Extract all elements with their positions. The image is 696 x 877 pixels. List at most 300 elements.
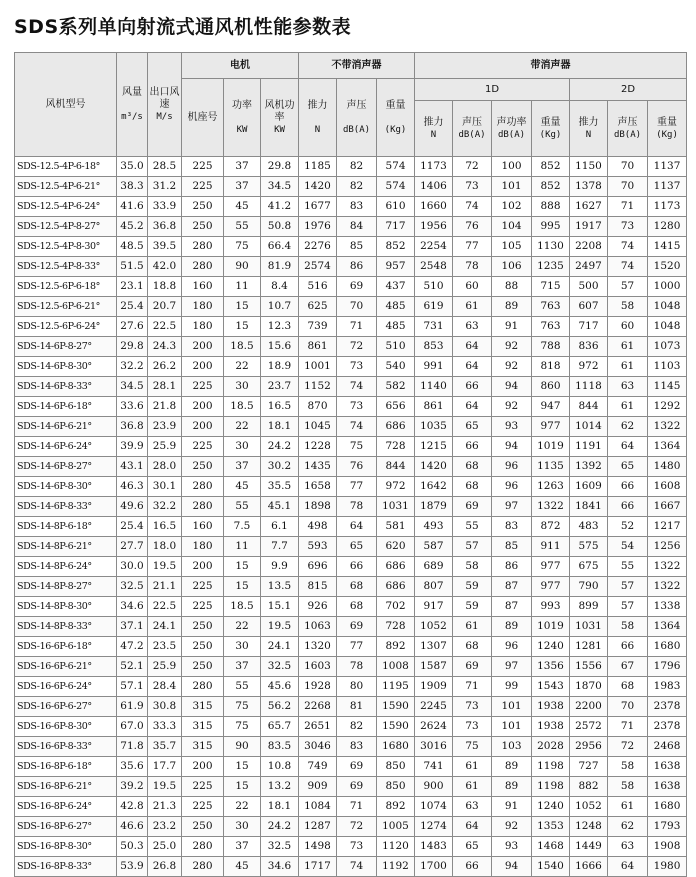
cell-motor-power: 15 (224, 777, 261, 797)
table-row (15, 337, 687, 357)
table-row (15, 377, 687, 397)
cell-1d-spl: 61 (453, 297, 492, 317)
cell-motor-power: 22 (224, 617, 261, 637)
cell-motor-seat: 225 (182, 777, 224, 797)
cell-1d-thrust: 1420 (415, 457, 453, 477)
table-row (15, 797, 687, 817)
cell-2d-thrust: 1118 (570, 377, 608, 397)
cell-thrust: 2651 (299, 717, 337, 737)
cell-motor-seat: 180 (182, 297, 224, 317)
cell-2d-thrust: 844 (570, 397, 608, 417)
cell-2d-weight: 1796 (648, 657, 687, 677)
cell-spl: 68 (337, 597, 377, 617)
cell-thrust: 2268 (299, 697, 337, 717)
cell-spl: 83 (337, 197, 377, 217)
cell-2d-thrust: 1841 (570, 497, 608, 517)
cell-weight: 972 (377, 477, 415, 497)
cell-1d-weight: 947 (532, 397, 570, 417)
cell-2d-spl: 62 (608, 817, 648, 837)
cell-spl: 82 (337, 157, 377, 177)
cell-1d-spl: 64 (453, 397, 492, 417)
cell-2d-weight: 1000 (648, 277, 687, 297)
cell-1d-sound-power: 101 (492, 697, 532, 717)
cell-1d-weight: 1356 (532, 657, 570, 677)
cell-model: SDS-16-8P-6-27° (15, 817, 117, 837)
cell-2d-thrust: 1609 (570, 477, 608, 497)
cell-2d-spl: 70 (608, 697, 648, 717)
cell-outlet-speed: 25.9 (148, 437, 182, 457)
cell-weight: 1192 (377, 857, 415, 877)
header-outlet-speed-label: 出口风速 (149, 86, 180, 110)
cell-airflow: 49.6 (117, 497, 148, 517)
cell-spl: 73 (337, 837, 377, 857)
cell-fan-power: 8.4 (261, 277, 299, 297)
cell-2d-spl: 73 (608, 217, 648, 237)
cell-thrust: 1898 (299, 497, 337, 517)
header-1d-weight-unit: (Kg) (539, 129, 562, 140)
cell-2d-weight: 1608 (648, 477, 687, 497)
table-row (15, 837, 687, 857)
cell-airflow: 51.5 (117, 257, 148, 277)
cell-weight: 686 (377, 577, 415, 597)
cell-1d-weight: 788 (532, 337, 570, 357)
header-group-no-silencer: 不带消声器 (299, 53, 415, 79)
table-row (15, 157, 687, 177)
cell-airflow: 35.6 (117, 757, 148, 777)
cell-2d-weight: 1103 (648, 357, 687, 377)
cell-1d-thrust: 741 (415, 757, 453, 777)
cell-2d-thrust: 1052 (570, 797, 608, 817)
header-2d-weight-unit: (Kg) (656, 129, 678, 140)
cell-motor-seat: 250 (182, 817, 224, 837)
cell-2d-spl: 58 (608, 757, 648, 777)
cell-1d-thrust: 619 (415, 297, 453, 317)
cell-spl: 80 (337, 677, 377, 697)
cell-motor-power: 75 (224, 717, 261, 737)
cell-airflow: 46.3 (117, 477, 148, 497)
cell-spl: 73 (337, 397, 377, 417)
cell-1d-sound-power: 93 (492, 417, 532, 437)
cell-outlet-speed: 28.4 (148, 677, 182, 697)
cell-2d-thrust: 675 (570, 557, 608, 577)
cell-2d-spl: 61 (608, 797, 648, 817)
cell-2d-spl: 60 (608, 317, 648, 337)
cell-1d-sound-power: 94 (492, 437, 532, 457)
cell-1d-thrust: 2245 (415, 697, 453, 717)
cell-spl: 74 (337, 377, 377, 397)
table-row (15, 717, 687, 737)
cell-outlet-speed: 23.5 (148, 637, 182, 657)
cell-1d-spl: 66 (453, 377, 492, 397)
cell-outlet-speed: 30.8 (148, 697, 182, 717)
cell-2d-weight: 1480 (648, 457, 687, 477)
header-thrust (299, 79, 337, 157)
cell-fan-power: 83.5 (261, 737, 299, 757)
cell-motor-power: 15 (224, 557, 261, 577)
cell-motor-power: 18.5 (224, 397, 261, 417)
cell-1d-thrust: 1035 (415, 417, 453, 437)
header-outlet-speed (148, 53, 182, 157)
cell-1d-weight: 715 (532, 277, 570, 297)
cell-motor-seat: 180 (182, 537, 224, 557)
cell-thrust: 1420 (299, 177, 337, 197)
cell-fan-power: 16.5 (261, 397, 299, 417)
cell-model: SDS-12.5-4P-6-24° (15, 197, 117, 217)
header-1d-weight (532, 101, 570, 157)
header-2d-thrust-unit: N (585, 129, 592, 140)
cell-2d-spl: 66 (608, 497, 648, 517)
cell-1d-spl: 65 (453, 417, 492, 437)
cell-1d-spl: 68 (453, 457, 492, 477)
cell-motor-seat: 280 (182, 497, 224, 517)
cell-2d-spl: 72 (608, 737, 648, 757)
page-title: SDS系列单向射流式通风机性能参数表 (14, 16, 352, 38)
cell-outlet-speed: 28.1 (148, 377, 182, 397)
cell-1d-weight: 977 (532, 577, 570, 597)
cell-fan-power: 32.5 (261, 657, 299, 677)
cell-1d-weight: 1135 (532, 457, 570, 477)
cell-motor-seat: 315 (182, 717, 224, 737)
cell-outlet-speed: 24.1 (148, 617, 182, 637)
cell-2d-spl: 57 (608, 597, 648, 617)
cell-airflow: 42.8 (117, 797, 148, 817)
cell-2d-spl: 61 (608, 337, 648, 357)
header-motor-power (224, 79, 261, 157)
cell-outlet-speed: 17.7 (148, 757, 182, 777)
cell-weight: 892 (377, 637, 415, 657)
cell-1d-sound-power: 102 (492, 197, 532, 217)
table-row (15, 237, 687, 257)
cell-thrust: 1287 (299, 817, 337, 837)
cell-2d-thrust: 1917 (570, 217, 608, 237)
cell-outlet-speed: 26.2 (148, 357, 182, 377)
cell-2d-thrust: 1449 (570, 837, 608, 857)
cell-motor-seat: 225 (182, 157, 224, 177)
cell-fan-power: 24.2 (261, 437, 299, 457)
table-row (15, 597, 687, 617)
cell-weight: 610 (377, 197, 415, 217)
cell-weight: 892 (377, 797, 415, 817)
cell-1d-weight: 1240 (532, 797, 570, 817)
cell-weight: 1590 (377, 717, 415, 737)
cell-2d-thrust: 1378 (570, 177, 608, 197)
cell-2d-spl: 66 (608, 637, 648, 657)
cell-fan-power: 7.7 (261, 537, 299, 557)
cell-airflow: 71.8 (117, 737, 148, 757)
cell-weight: 485 (377, 297, 415, 317)
cell-1d-weight: 852 (532, 157, 570, 177)
cell-outlet-speed: 21.3 (148, 797, 182, 817)
cell-outlet-speed: 18.0 (148, 537, 182, 557)
cell-1d-thrust: 861 (415, 397, 453, 417)
cell-1d-spl: 68 (453, 477, 492, 497)
cell-1d-spl: 64 (453, 357, 492, 377)
cell-fan-power: 50.8 (261, 217, 299, 237)
cell-model: SDS-14-6P-8-27° (15, 337, 117, 357)
table-row (15, 577, 687, 597)
cell-fan-power: 13.2 (261, 777, 299, 797)
header-spl (337, 79, 377, 157)
cell-motor-seat: 280 (182, 477, 224, 497)
header-airflow-label: 风量 (122, 86, 142, 98)
cell-weight: 702 (377, 597, 415, 617)
cell-airflow: 61.9 (117, 697, 148, 717)
cell-spl: 77 (337, 477, 377, 497)
cell-weight: 717 (377, 217, 415, 237)
cell-weight: 1590 (377, 697, 415, 717)
cell-model: SDS-16-6P-6-18° (15, 637, 117, 657)
cell-airflow: 29.8 (117, 337, 148, 357)
cell-spl: 69 (337, 277, 377, 297)
cell-2d-thrust: 972 (570, 357, 608, 377)
cell-thrust: 696 (299, 557, 337, 577)
cell-motor-seat: 200 (182, 417, 224, 437)
table-row (15, 757, 687, 777)
cell-fan-power: 81.9 (261, 257, 299, 277)
cell-thrust: 1045 (299, 417, 337, 437)
cell-outlet-speed: 28.5 (148, 157, 182, 177)
cell-1d-sound-power: 83 (492, 517, 532, 537)
header-1d-spl-unit: dB(A) (458, 129, 486, 140)
cell-spl: 86 (337, 257, 377, 277)
cell-1d-spl: 77 (453, 237, 492, 257)
header-1d-sound-power (492, 101, 532, 157)
cell-thrust: 1435 (299, 457, 337, 477)
cell-1d-weight: 977 (532, 417, 570, 437)
cell-fan-power: 18.9 (261, 357, 299, 377)
cell-motor-seat: 200 (182, 557, 224, 577)
cell-2d-weight: 1983 (648, 677, 687, 697)
cell-fan-power: 23.7 (261, 377, 299, 397)
cell-outlet-speed: 22.5 (148, 597, 182, 617)
cell-motor-power: 18.5 (224, 597, 261, 617)
cell-motor-seat: 200 (182, 357, 224, 377)
cell-thrust: 625 (299, 297, 337, 317)
cell-1d-sound-power: 91 (492, 317, 532, 337)
header-airflow (117, 53, 148, 157)
cell-weight: 852 (377, 237, 415, 257)
cell-motor-seat: 250 (182, 617, 224, 637)
cell-spl: 78 (337, 497, 377, 517)
cell-1d-weight: 1130 (532, 237, 570, 257)
cell-2d-thrust: 1248 (570, 817, 608, 837)
cell-outlet-speed: 26.8 (148, 857, 182, 877)
cell-1d-weight: 852 (532, 177, 570, 197)
cell-motor-power: 30 (224, 437, 261, 457)
cell-2d-weight: 1520 (648, 257, 687, 277)
table-row (15, 477, 687, 497)
cell-weight: 1195 (377, 677, 415, 697)
cell-airflow: 39.9 (117, 437, 148, 457)
cell-1d-weight: 1938 (532, 717, 570, 737)
cell-spl: 85 (337, 237, 377, 257)
cell-thrust: 498 (299, 517, 337, 537)
cell-motor-seat: 225 (182, 377, 224, 397)
cell-outlet-speed: 20.7 (148, 297, 182, 317)
cell-spl: 64 (337, 517, 377, 537)
cell-fan-power: 15.6 (261, 337, 299, 357)
cell-fan-power: 66.4 (261, 237, 299, 257)
cell-fan-power: 18.1 (261, 797, 299, 817)
cell-weight: 582 (377, 377, 415, 397)
cell-1d-sound-power: 101 (492, 717, 532, 737)
header-1d-thrust (415, 101, 453, 157)
cell-1d-weight: 1263 (532, 477, 570, 497)
cell-1d-weight: 1543 (532, 677, 570, 697)
cell-2d-spl: 61 (608, 357, 648, 377)
cell-outlet-speed: 32.2 (148, 497, 182, 517)
cell-2d-weight: 1638 (648, 757, 687, 777)
cell-2d-thrust: 717 (570, 317, 608, 337)
cell-1d-spl: 68 (453, 637, 492, 657)
cell-2d-spl: 58 (608, 617, 648, 637)
cell-2d-weight: 1145 (648, 377, 687, 397)
cell-airflow: 25.4 (117, 297, 148, 317)
cell-1d-spl: 73 (453, 717, 492, 737)
header-spl-unit: dB(A) (342, 124, 371, 135)
table-row (15, 497, 687, 517)
cell-2d-thrust: 500 (570, 277, 608, 297)
cell-outlet-speed: 39.5 (148, 237, 182, 257)
cell-thrust: 749 (299, 757, 337, 777)
cell-1d-sound-power: 87 (492, 577, 532, 597)
cell-1d-sound-power: 106 (492, 257, 532, 277)
cell-fan-power: 30.2 (261, 457, 299, 477)
cell-outlet-speed: 42.0 (148, 257, 182, 277)
cell-outlet-speed: 18.8 (148, 277, 182, 297)
cell-thrust: 1152 (299, 377, 337, 397)
cell-thrust: 1063 (299, 617, 337, 637)
cell-1d-weight: 1235 (532, 257, 570, 277)
cell-1d-weight: 860 (532, 377, 570, 397)
cell-airflow: 57.1 (117, 677, 148, 697)
cell-thrust: 593 (299, 537, 337, 557)
cell-1d-sound-power: 93 (492, 837, 532, 857)
cell-weight: 1008 (377, 657, 415, 677)
cell-fan-power: 18.1 (261, 417, 299, 437)
cell-fan-power: 15.1 (261, 597, 299, 617)
cell-2d-spl: 70 (608, 177, 648, 197)
header-group-1d: 1D (415, 79, 570, 101)
table-row (15, 257, 687, 277)
cell-1d-sound-power: 96 (492, 457, 532, 477)
cell-outlet-speed: 21.1 (148, 577, 182, 597)
table-row (15, 537, 687, 557)
table-row (15, 777, 687, 797)
cell-2d-weight: 1048 (648, 297, 687, 317)
cell-1d-weight: 1938 (532, 697, 570, 717)
cell-1d-thrust: 2624 (415, 717, 453, 737)
cell-weight: 437 (377, 277, 415, 297)
cell-1d-spl: 61 (453, 617, 492, 637)
cell-model: SDS-16-6P-6-21° (15, 657, 117, 677)
cell-weight: 850 (377, 777, 415, 797)
cell-thrust: 516 (299, 277, 337, 297)
cell-model: SDS-16-8P-6-24° (15, 797, 117, 817)
cell-thrust: 1320 (299, 637, 337, 657)
cell-motor-seat: 250 (182, 637, 224, 657)
cell-1d-weight: 1322 (532, 497, 570, 517)
cell-motor-power: 37 (224, 157, 261, 177)
cell-motor-power: 15 (224, 297, 261, 317)
cell-1d-spl: 73 (453, 697, 492, 717)
cell-motor-power: 15 (224, 577, 261, 597)
cell-2d-thrust: 1870 (570, 677, 608, 697)
cell-model: SDS-14-6P-8-33° (15, 497, 117, 517)
cell-2d-spl: 66 (608, 477, 648, 497)
cell-1d-spl: 78 (453, 257, 492, 277)
cell-thrust: 1084 (299, 797, 337, 817)
cell-spl: 72 (337, 337, 377, 357)
cell-2d-weight: 1364 (648, 617, 687, 637)
cell-spl: 69 (337, 617, 377, 637)
cell-weight: 1005 (377, 817, 415, 837)
cell-outlet-speed: 23.9 (148, 417, 182, 437)
cell-motor-seat: 280 (182, 237, 224, 257)
cell-1d-sound-power: 89 (492, 297, 532, 317)
cell-1d-spl: 64 (453, 817, 492, 837)
cell-weight: 574 (377, 177, 415, 197)
cell-motor-seat: 250 (182, 197, 224, 217)
cell-motor-power: 37 (224, 657, 261, 677)
cell-2d-spl: 57 (608, 577, 648, 597)
cell-spl: 82 (337, 717, 377, 737)
cell-model: SDS-14-6P-8-30° (15, 477, 117, 497)
cell-fan-power: 29.8 (261, 157, 299, 177)
cell-model: SDS-14-6P-6-18° (15, 397, 117, 417)
cell-1d-spl: 66 (453, 437, 492, 457)
table-row (15, 217, 687, 237)
cell-motor-power: 45 (224, 857, 261, 877)
cell-model: SDS-16-8P-8-30° (15, 837, 117, 857)
header-weight (377, 79, 415, 157)
cell-outlet-speed: 23.2 (148, 817, 182, 837)
cell-2d-thrust: 1031 (570, 617, 608, 637)
cell-motor-seat: 200 (182, 757, 224, 777)
cell-motor-power: 18.5 (224, 337, 261, 357)
cell-1d-spl: 72 (453, 157, 492, 177)
cell-motor-seat: 225 (182, 797, 224, 817)
table-row (15, 517, 687, 537)
cell-airflow: 50.3 (117, 837, 148, 857)
header-1d-sound-power-unit: dB(A) (497, 129, 526, 140)
cell-fan-power: 34.6 (261, 857, 299, 877)
cell-airflow: 43.1 (117, 457, 148, 477)
cell-2d-weight: 1280 (648, 217, 687, 237)
cell-model: SDS-12.5-4P-8-30° (15, 237, 117, 257)
cell-1d-spl: 63 (453, 797, 492, 817)
table-row (15, 197, 687, 217)
cell-1d-weight: 888 (532, 197, 570, 217)
cell-motor-power: 37 (224, 837, 261, 857)
cell-2d-weight: 1137 (648, 177, 687, 197)
header-group-motor: 电机 (182, 53, 299, 79)
cell-1d-sound-power: 103 (492, 737, 532, 757)
cell-1d-thrust: 2254 (415, 237, 453, 257)
cell-motor-seat: 200 (182, 337, 224, 357)
cell-airflow: 23.1 (117, 277, 148, 297)
cell-1d-thrust: 1700 (415, 857, 453, 877)
cell-spl: 76 (337, 457, 377, 477)
cell-outlet-speed: 33.3 (148, 717, 182, 737)
cell-2d-weight: 1793 (648, 817, 687, 837)
cell-motor-seat: 280 (182, 257, 224, 277)
cell-2d-weight: 1908 (648, 837, 687, 857)
header-motor-power-label: 功率 (232, 99, 252, 111)
cell-model: SDS-14-6P-8-27° (15, 457, 117, 477)
cell-motor-seat: 225 (182, 437, 224, 457)
cell-weight: 1120 (377, 837, 415, 857)
